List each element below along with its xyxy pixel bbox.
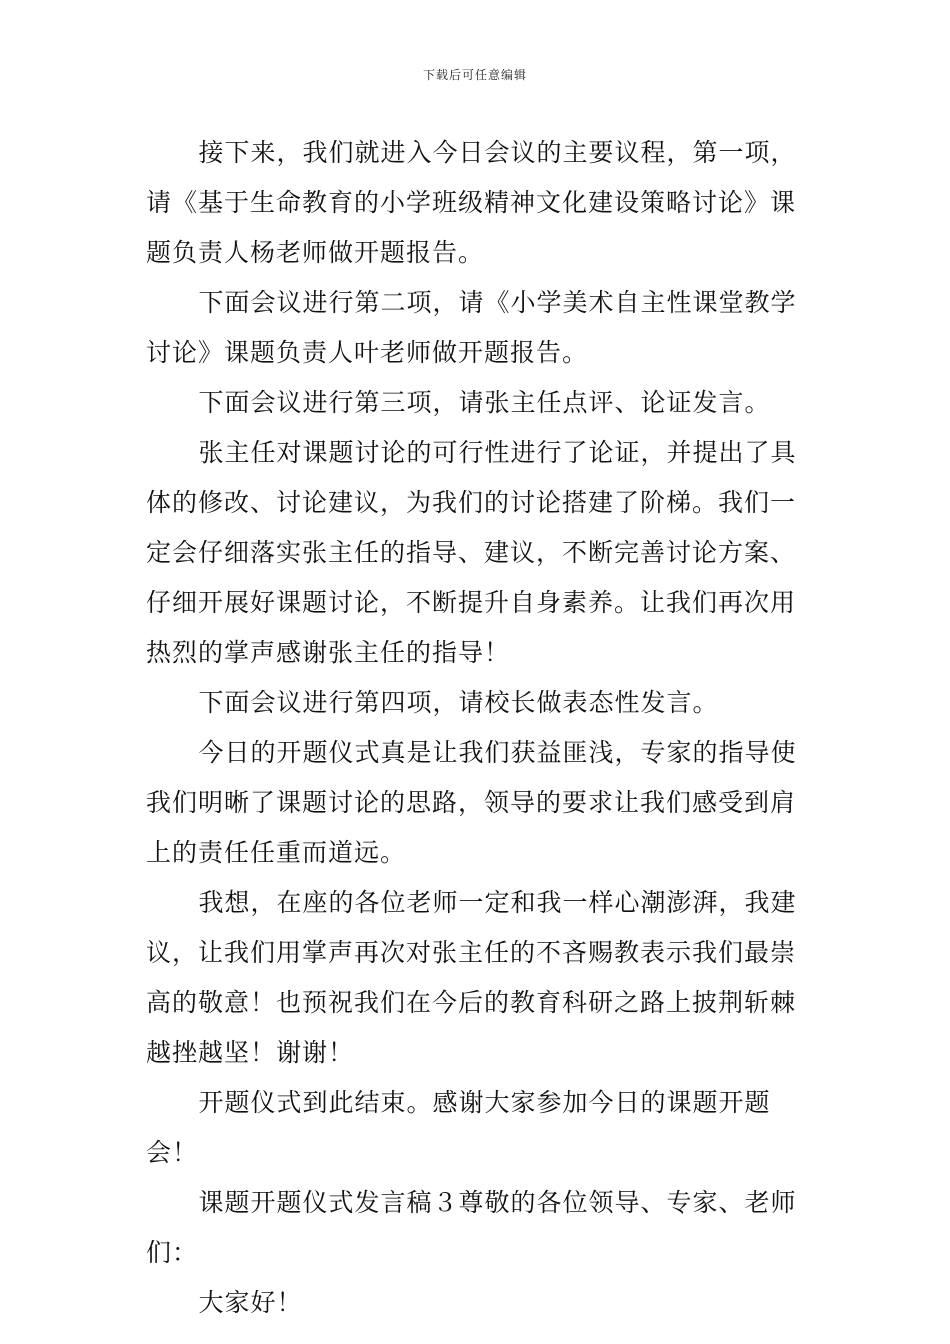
paragraph-agenda-item-1: 接下来，我们就进入今日会议的主要议程，第一项，请《基于生命教育的小学班级精神文化建设策略讨论》课题负责人杨老师做开题报告。 (146, 138, 797, 267)
page-header-note: 下载后可任意编辑 (422, 68, 527, 82)
paragraph-greeting: 大家好！ (198, 1288, 303, 1317)
paragraph-reflection: 今日的开题仪式真是让我们获益匪浅，专家的指导使我们明晰了课题讨论的思路，领导的要求让我们感受到肩上的责任任重而道远。 (146, 738, 797, 867)
paragraph-speech-3-title: 课题开题仪式发言稿３尊敬的各位领导、专家、老师们： (146, 1188, 797, 1267)
document-body (146, 128, 816, 1328)
paragraph-closing: 开题仪式到此结束。感谢大家参加今日的课题开题会！ (146, 1088, 771, 1167)
paragraph-thanks: 我想，在座的各位老师一定和我一样心潮澎湃，我建议，让我们用掌声再次对张主任的不吝赐教表示我们最崇高的敬意！也预祝我们在今后的教育科研之路上披荆斩棘越挫越坚！谢谢！ (146, 888, 797, 1067)
paragraph-agenda-item-4: 下面会议进行第四项，请校长做表态性发言。 (198, 688, 719, 717)
paragraph-director-review: 张主任对课题讨论的可行性进行了论证，并提出了具体的修改、讨论建议，为我们的讨论搭建了阶梯。我们一定会仔细落实张主任的指导、建议，不断完善讨论方案、仔细开展好课题讨论，不断提升自身素养。让我们再次用热烈的掌声感谢张主任的指导！ (146, 438, 797, 667)
paragraph-agenda-item-3: 下面会议进行第三项，请张主任点评、论证发言。 (198, 388, 771, 417)
paragraph-agenda-item-2: 下面会议进行第二项，请《小学美术自主性课堂教学讨论》课题负责人叶老师做开题报告。 (146, 288, 797, 367)
